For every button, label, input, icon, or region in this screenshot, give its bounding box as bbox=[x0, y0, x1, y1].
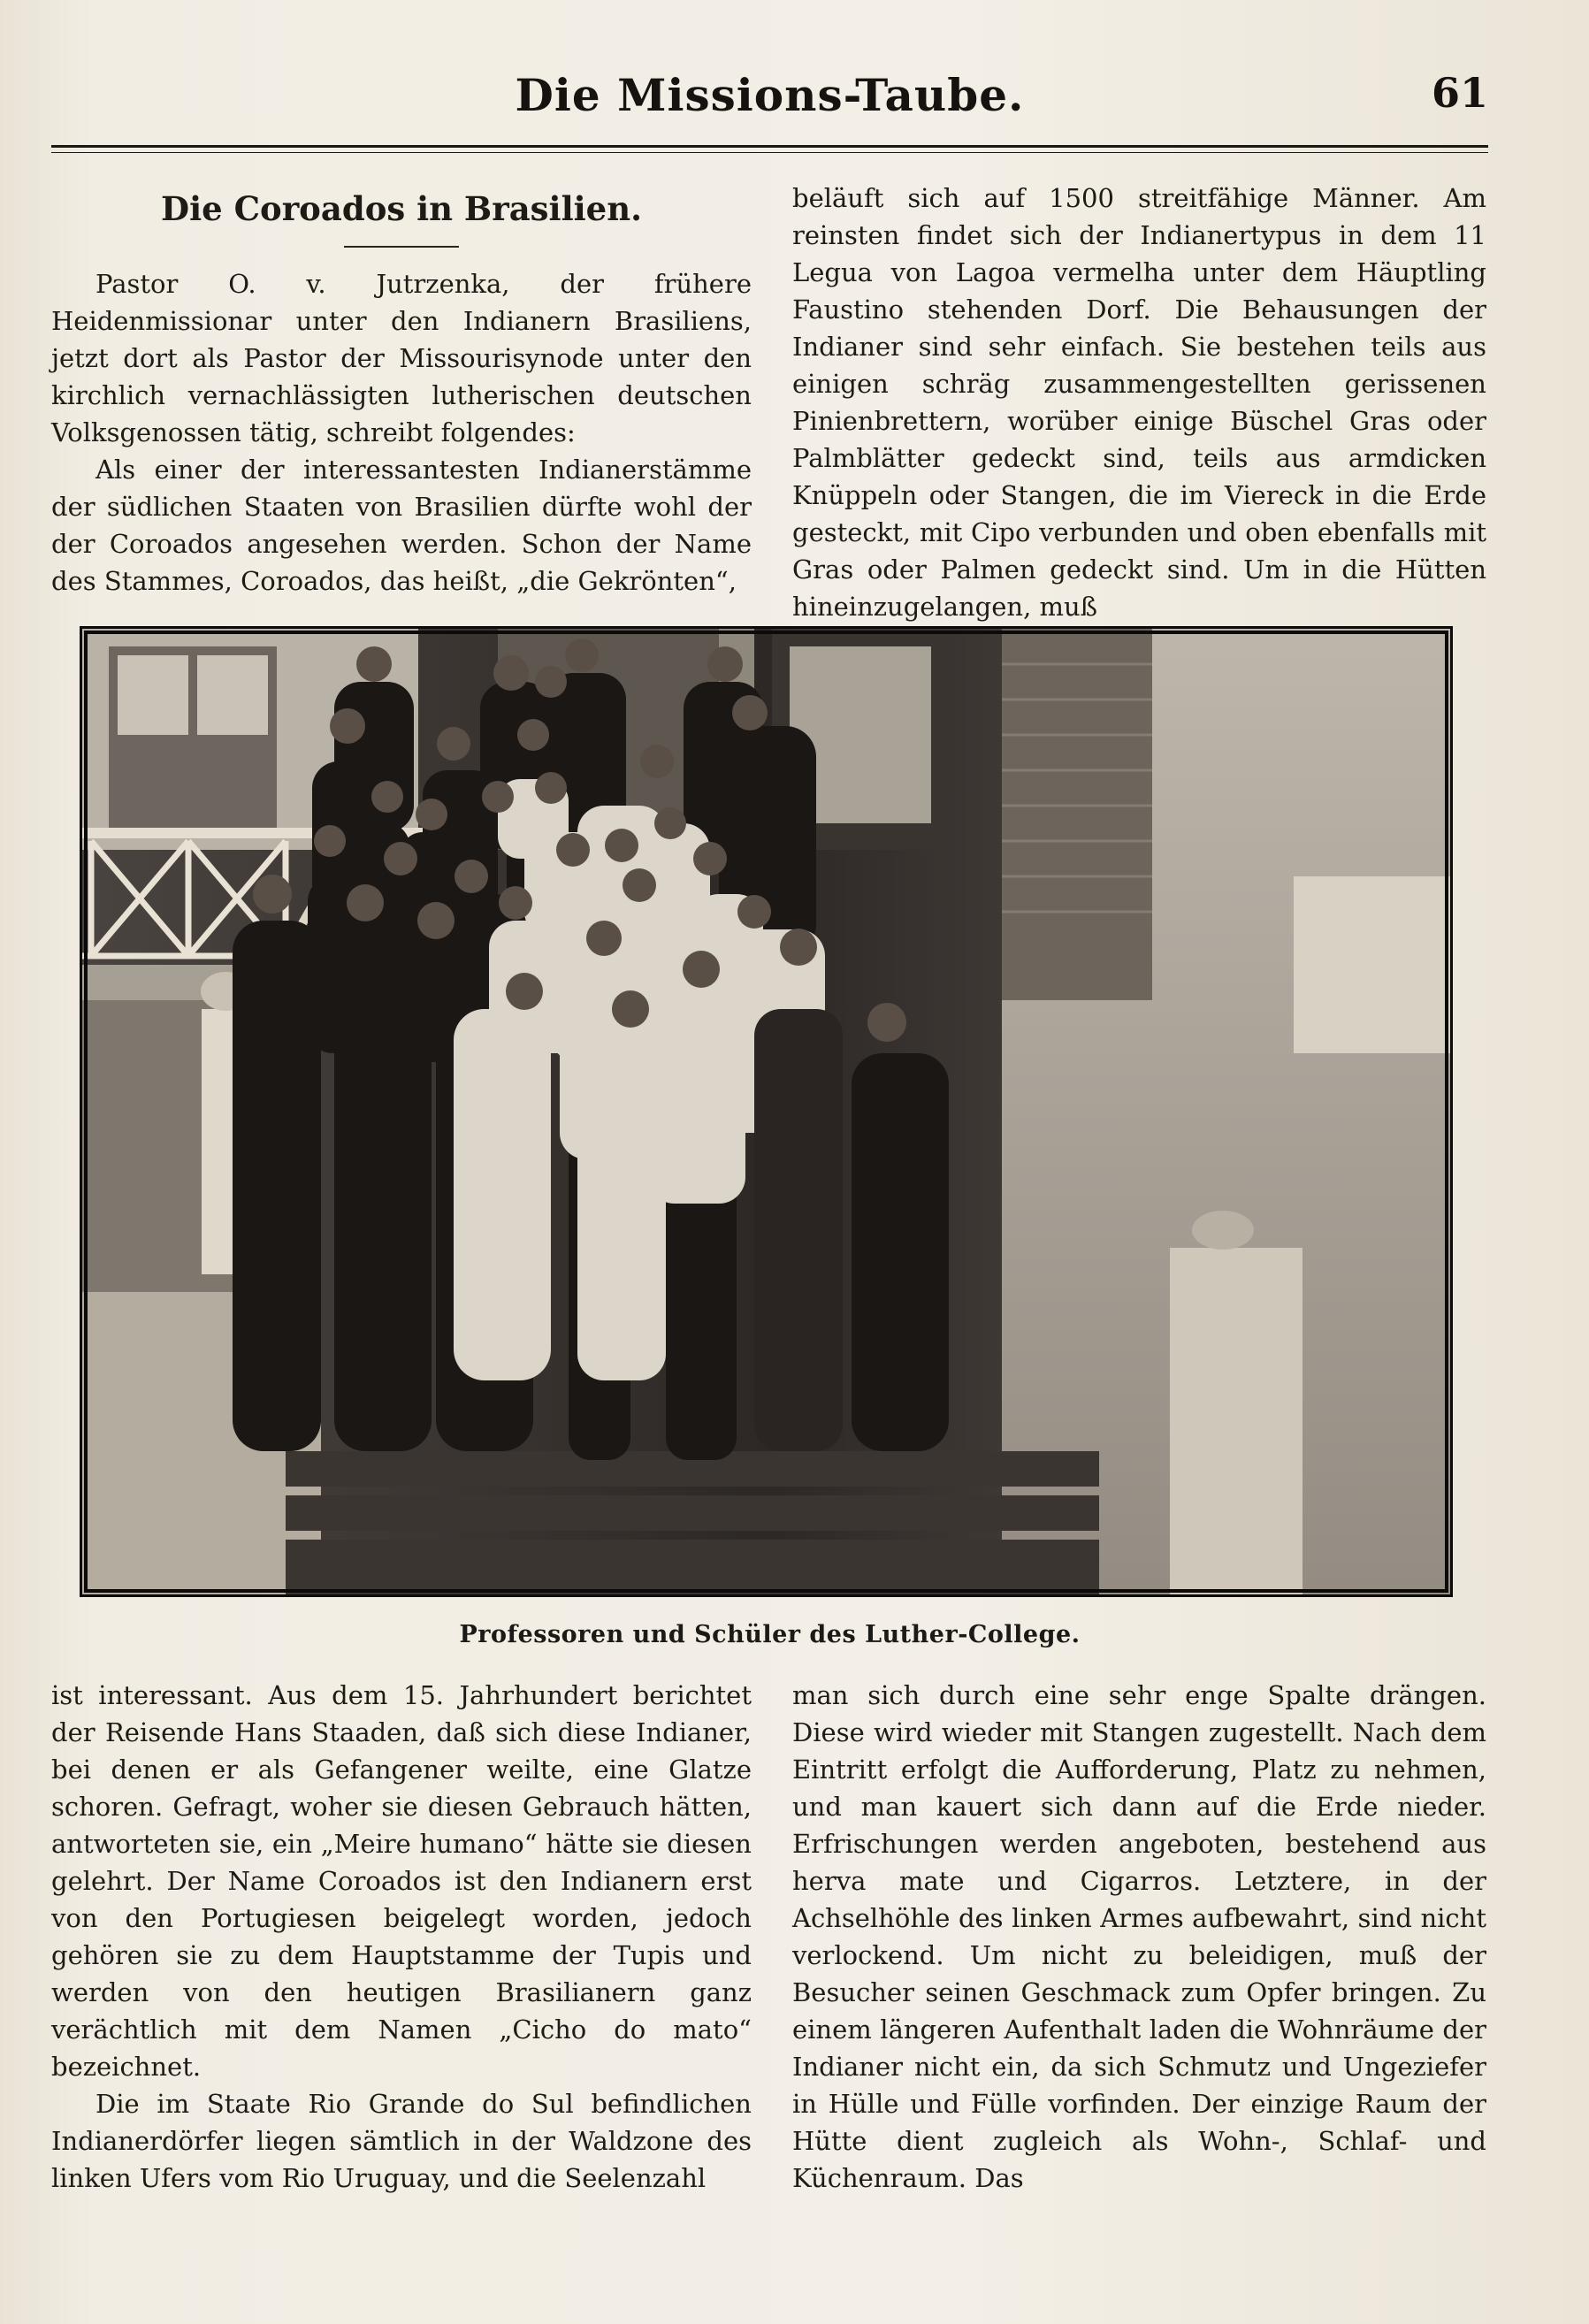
header-rule-thin bbox=[51, 152, 1488, 153]
column-top-right bbox=[792, 180, 1486, 625]
paragraph: Als einer der interessantesten Indianerstämme der südlichen Staaten von Brasilien dürfte wohl der der Coroados angesehen werden. Schon der Name des Stammes, Coroados, das heißt, „die Gekrönten“, bbox=[51, 455, 752, 596]
column-bottom-right bbox=[792, 1677, 1486, 2197]
title-divider bbox=[344, 246, 459, 248]
paragraph: Pastor O. v. Jutrzenka, der frühere Heidenmissionar unter den Indianern Brasiliens, jetzt dort als Pastor der Missourisynode unter den kirchlich vernachlässigten lutherischen deutschen Volksgenossen tätig, schreibt folgendes: bbox=[51, 269, 752, 447]
page-header bbox=[51, 69, 1488, 143]
header-rule bbox=[51, 145, 1488, 148]
article-title: Die Coroados in Brasilien. bbox=[161, 189, 642, 228]
page-number: 61 bbox=[1431, 69, 1488, 117]
group-photograph bbox=[80, 626, 1453, 1597]
photo-caption: Professoren und Schüler des Luther-College. bbox=[459, 1621, 1081, 1648]
paragraph: Die im Staate Rio Grande do Sul befindlichen Indianerdörfer liegen sämtlich in der Waldzone des linken Ufers vom Rio Uruguay, und die Seelenzahl bbox=[51, 2089, 752, 2193]
photo-illustration bbox=[82, 629, 1450, 1594]
paragraph: man sich durch eine sehr enge Spalte drängen. Diese wird wieder mit Stangen zugestellt. Nach dem Eintritt erfolgt die Aufforderung, Platz zu nehmen, und man kauert sich dann auf die Erde nieder. Erfrischungen werden angeboten, bestehend aus herva mate und Cigarros. Letztere, in der Achselhöhle des linken Armes aufbewahrt, sind nicht verlockend. Um nicht zu beleidigen, muß der Besucher seinen Geschmack zum Opfer bringen. Zu einem längeren Aufenthalt laden die Wohnräume der Indianer nicht ein, da sich Schmutz und Ungeziefer in Hülle und Fülle vorfinden. Der einzige Raum der Hütte dient zugleich als Wohn-, Schlaf- und Küchenraum. Das bbox=[792, 1680, 1486, 2193]
column-bottom-left bbox=[51, 1677, 752, 2197]
paragraph: ist interessant. Aus dem 15. Jahrhundert berichtet der Reisende Hans Staaden, daß sich diese Indianer, bei denen er als Gefangener weilte, eine Glatze schoren. Gefragt, woher sie diesen Gebrauch hätten, antworteten sie, ein „Meire humano“ hätte sie diesen gelehrt. Der Name Coroados ist den Indianern erst von den Portugiesen beigelegt worden, jedoch gehören sie zu dem Hauptstamme der Tupis und werden von den heutigen Brasilianern ganz verächtlich mit dem Namen „Cicho do mato“ bezeichnet. bbox=[51, 1680, 752, 2082]
column-top-left bbox=[51, 177, 752, 600]
paragraph: beläuft sich auf 1500 streitfähige Männer. Am reinsten findet sich der Indianertypus in dem 11 Legua von Lagoa vermelha unter dem Häuptling Faustino stehenden Dorf. Die Behausungen der Indianer sind sehr einfach. Sie bestehen teils aus einigen schräg zusammengestellten gerissenen Pinienbrettern, worüber einige Büschel Gras oder Palmblätter gedeckt sind, teils aus armdicken Knüppeln oder Stangen, die im Viereck in die Erde gesteckt, mit Cipo verbunden und oben ebenfalls mit Gras oder Palmen gedeckt sind. Um in die Hütten hineinzugelangen, muß bbox=[792, 183, 1486, 622]
masthead-title: Die Missions-Taube. bbox=[515, 69, 1025, 121]
